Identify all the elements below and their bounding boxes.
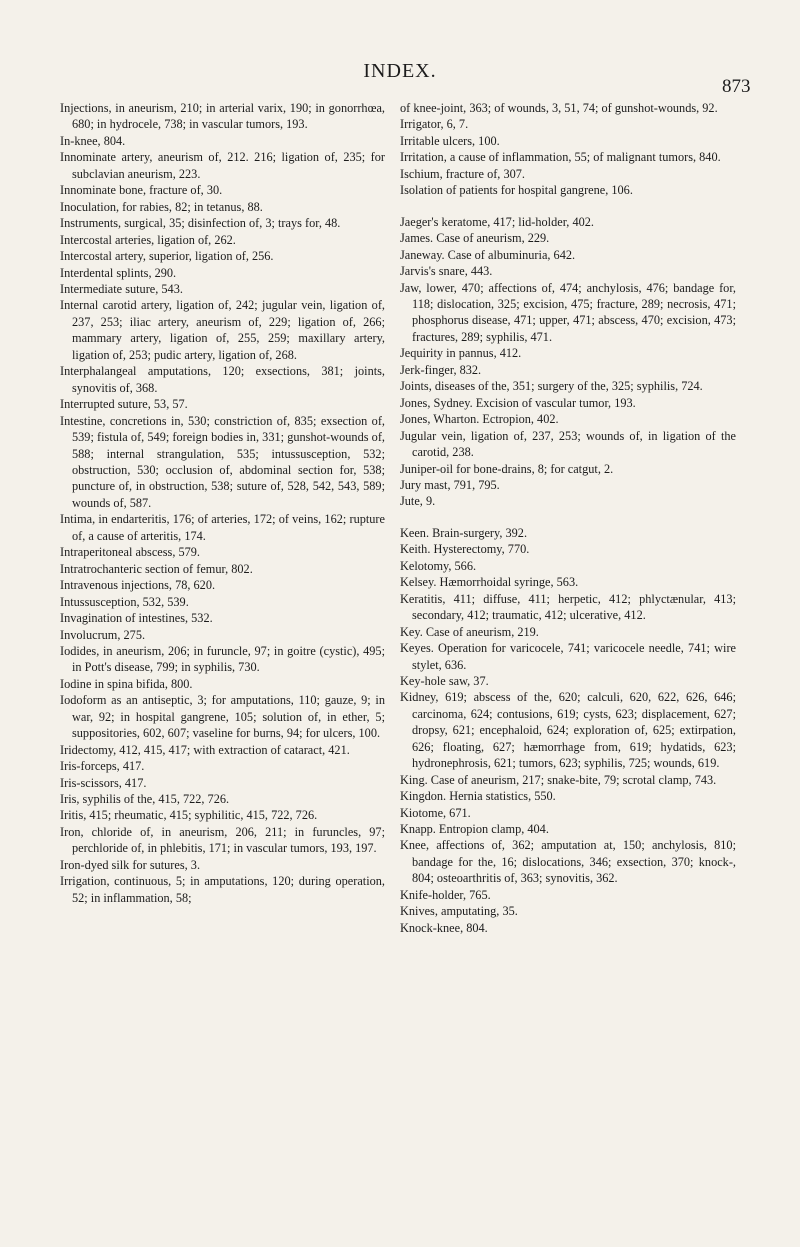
index-entry: Iron, chloride of, in aneurism, 206, 211; in furuncles, 97; perchloride of, in phlebitis, 171; in vascular tumors, 193, 197. [60, 824, 385, 856]
index-entry: Invagination of intestines, 532. [60, 611, 213, 626]
index-entry: Jute, 9. [400, 494, 436, 509]
index-entry: James. Case of aneurism, 229. [400, 231, 550, 246]
index-entry: Iris-forceps, 417. [60, 759, 145, 774]
index-entry: Intestine, concretions in, 530; constriction of, 835; exsection of, 539; fistula of, 549; foreign bodies in, 331; gunshot-wounds of, 588; internal strangulation, 535; intussusception, 532; obstruction, 530; occlusion of, abdominal section for, 538; puncture of, in obstruction, 538; suture of, 528, 542, 543, 589; wounds of, 587. [60, 413, 385, 510]
index-entry: Kelsey. Hæmorrhoidal syringe, 563. [400, 575, 579, 590]
index-entry: Knock-knee, 804. [400, 920, 488, 935]
index-entry: of knee-joint, 363; of wounds, 3, 51, 74; of gunshot-wounds, 92. [400, 101, 718, 115]
index-entry: Innominate bone, fracture of, 30. [60, 183, 223, 198]
index-entry: Intima, in endarteritis, 176; of arteries, 172; of veins, 162; rupture of, a cause of arteritis, 174. [60, 512, 385, 543]
index-entry: Interrupted suture, 53, 57. [60, 397, 188, 412]
running-head-title: INDEX. [363, 60, 437, 82]
index-entry: Jequirity in pannus, 412. [400, 346, 522, 361]
index-entry: Keratitis, 411; diffuse, 411; herpetic, 412; phlyctænular, 413; secondary, 412; traumatic, 412; ulcerative, 412. [400, 591, 736, 623]
index-entry: Interdental splints, 290. [60, 265, 177, 280]
index-entry: Keith. Hysterectomy, 770. [400, 542, 530, 557]
index-entry: Isolation of patients for hospital gangrene, 106. [400, 183, 633, 198]
index-entry: Iritis, 415; rheumatic, 415; syphilitic, 415, 722, 726. [60, 808, 318, 823]
index-entry: Intratrochanteric section of femur, 802. [60, 561, 253, 576]
index-entry: Intercostal arteries, ligation of, 262. [60, 232, 236, 247]
index-entry: Kidney, 619; abscess of the, 620; calculi, 620, 622, 626, 646; carcinoma, 624; contusions, 619; cysts, 623; displacement, 627; dropsy, 621; encephaloid, 624; exploration of, 625; extirpation, 626; floating, 627; hæmorrhage from, 619; hydatids, 623; hydronephrosis, 621; tumors, 623; syphilis, 725; wounds, 619. [400, 690, 736, 771]
index-entry: Keyes. Operation for varicocele, 741; varicocele needle, 741; wire stylet, 636. [400, 641, 736, 672]
index-entry: In-knee, 804. [60, 133, 126, 148]
index-entry: Iris, syphilis of the, 415, 722, 726. [60, 792, 230, 807]
index-entry: Kelotomy, 566. [400, 558, 477, 573]
index-entry: Intraperitoneal abscess, 579. [60, 545, 200, 560]
left-column [60, 100, 385, 906]
index-entry: Iris-scissors, 417. [60, 775, 147, 790]
right-column [400, 100, 736, 936]
index-entry: Iridectomy, 412, 415, 417; with extraction of cataract, 421. [60, 742, 350, 757]
index-entry: Innominate artery, aneurism of, 212. 216; ligation of, 235; for subclavian aneurism, 223. [60, 150, 385, 181]
index-entry: Jaw, lower, 470; affections of, 474; anchylosis, 476; bandage for, 118; dislocation, 325; excision, 475; fracture, 289; necrosis, 471; phosphorus disease, 471; upper, 471; abscess, 470; excision, 473; fractures, 289; syphilis, 471. [400, 280, 736, 344]
page-number: 873 [722, 76, 751, 97]
index-entry: Inoculation, for rabies, 82; in tetanus, 88. [60, 199, 263, 214]
index-entry: Irrigation, continuous, 5; in amputations, 120; during operation, 52; in inflammation, 58; [60, 874, 385, 905]
index-entry: Irrigator, 6, 7. [400, 117, 469, 132]
index-entry: Instruments, surgical, 35; disinfection of, 3; trays for, 48. [60, 216, 341, 231]
index-entry: Internal carotid artery, ligation of, 242; jugular vein, ligation of, 237, 253; iliac artery, aneurism of, 229; ligation of, 266; mammary artery, ligation of, 255, 259; maxillary artery, ligation of, 253; pudic artery, ligation of, 268. [60, 298, 385, 362]
index-entry: Knee, affections of, 362; amputation at, 150; anchylosis, 810; bandage for the, 16; dislocations, 346; exsection, 370; knock-, 804; osteoarthritis of, 363; synovitis, 362. [400, 838, 736, 886]
index-entry: Iodine in spina bifida, 800. [60, 676, 193, 691]
index-entry: Kiotome, 671. [400, 805, 471, 820]
index-entry: Interphalangeal amputations, 120; exsections, 381; joints, synovitis of, 368. [60, 364, 385, 395]
index-entry: Jones, Sydney. Excision of vascular tumor, 193. [400, 395, 636, 410]
index-entry: Intermediate suture, 543. [60, 281, 183, 296]
index-entry: Iron-dyed silk for sutures, 3. [60, 857, 201, 872]
letter-group-gap [400, 199, 736, 214]
index-entry: Irritation, a cause of inflammation, 55; of malignant tumors, 840. [400, 150, 721, 165]
index-entry: Knapp. Entropion clamp, 404. [400, 822, 549, 837]
index-entry: Kingdon. Hernia statistics, 550. [400, 789, 556, 804]
index-entry: King. Case of aneurism, 217; snake-bite, 79; scrotal clamp, 743. [400, 772, 717, 787]
letter-group-gap [400, 510, 736, 525]
index-entry: Jury mast, 791, 795. [400, 477, 500, 492]
index-entry: Jones, Wharton. Ectropion, 402. [400, 412, 559, 427]
index-entry: Intravenous injections, 78, 620. [60, 578, 216, 593]
index-entry: Jarvis's snare, 443. [400, 264, 493, 279]
index-entry: Jaeger's keratome, 417; lid-holder, 402. [400, 214, 594, 229]
index-entry: Janeway. Case of albuminuria, 642. [400, 247, 576, 262]
index-entry: Knife-holder, 765. [400, 887, 491, 902]
index-entry: Intercostal artery, superior, ligation of, 256. [60, 249, 274, 264]
index-entry: Jugular vein, ligation of, 237, 253; wounds of, in ligation of the carotid, 238. [400, 428, 736, 460]
index-entry: Jerk-finger, 832. [400, 362, 482, 377]
index-entry: Keen. Brain-surgery, 392. [400, 525, 528, 540]
index-entry: Joints, diseases of the, 351; surgery of the, 325; syphilis, 724. [400, 379, 703, 394]
index-entry: Injections, in aneurism, 210; in arterial varix, 190; in gonorrhœa, 680; in hydrocele, 738; in vascular tumors, 193. [60, 101, 385, 132]
index-entry: Irritable ulcers, 100. [400, 133, 500, 148]
index-entry: Knives, amputating, 35. [400, 904, 518, 919]
index-entry: Ischium, fracture of, 307. [400, 166, 525, 181]
index-entry: Intussusception, 532, 539. [60, 594, 189, 609]
index-entry: Key-hole saw, 37. [400, 673, 489, 688]
index-entry: Juniper-oil for bone-drains, 8; for catgut, 2. [400, 461, 614, 476]
index-entry: Iodoform as an antiseptic, 3; for amputations, 110; gauze, 9; in war, 92; in hospital gangrene, 105; solution of, in ether, 5; suppositories, 602, 607; vaseline for burns, 94; for ulcers, 100. [60, 693, 385, 741]
index-entry: Key. Case of aneurism, 219. [400, 624, 539, 639]
index-entry: Involucrum, 275. [60, 627, 146, 642]
index-entry: Iodides, in aneurism, 206; in furuncle, 97; in goitre (cystic), 495; in Pott's disease, 799; in syphilis, 730. [60, 643, 385, 675]
